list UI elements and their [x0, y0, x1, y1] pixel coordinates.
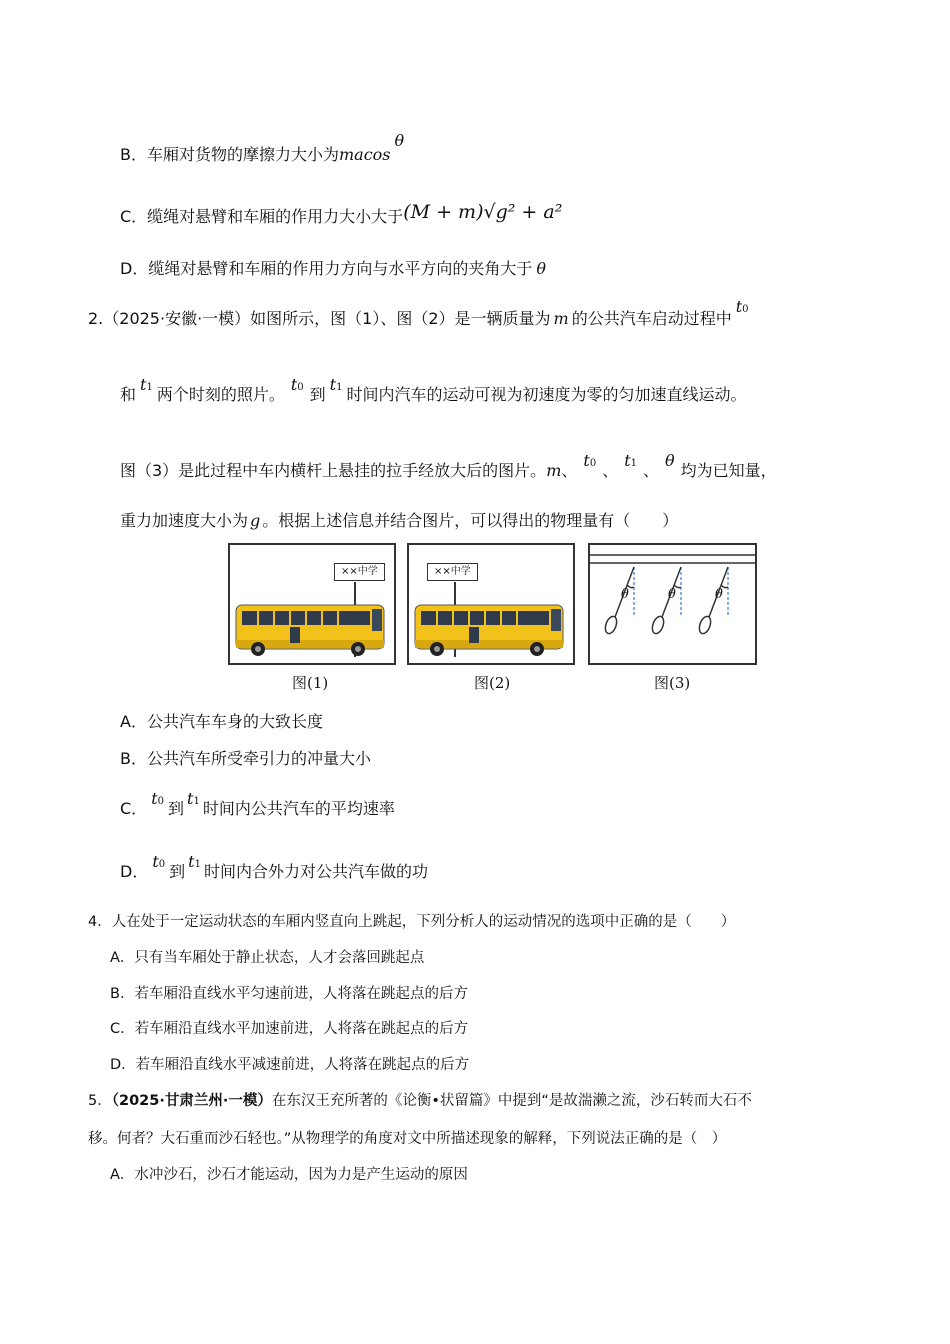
- t0-symbol: t0: [735, 297, 749, 316]
- q1-option-b-formula: macos: [338, 145, 391, 164]
- figure-3-handles: [588, 543, 757, 665]
- t0-symbol: t0: [583, 451, 597, 470]
- q4-option-a: A．只有当车厢处于静止状态，人才会落回跳起点: [110, 950, 425, 966]
- q2-stem-line1: 2.（2025·安徽·一模）如图所示，图（1）、图（2）是一辆质量为 m 的公共汽车启动过程中t0: [88, 297, 749, 328]
- q2-option-d: D．t0 到t1 时间内合外力对公共汽车做的功: [120, 852, 428, 881]
- t0-symbol: t0: [152, 852, 166, 871]
- q1-option-d: D．缆绳对悬臂和车厢的作用力方向与水平方向的夹角大于 θ: [120, 259, 546, 278]
- t0-symbol: t0: [290, 375, 304, 394]
- figure-2-caption: 图(2): [474, 674, 511, 692]
- figure-3-caption: 图(3): [654, 674, 691, 692]
- q2-stem-line2: 和t1 两个时刻的照片。t0 到t1 时间内汽车的运动可视为初速度为零的匀加速直线运动。: [120, 375, 747, 404]
- q2-option-a: A．公共汽车车身的大致长度: [120, 712, 323, 731]
- t1-symbol: t1: [140, 375, 153, 394]
- q2-option-b: B．公共汽车所受牵引力的冲量大小: [120, 749, 371, 768]
- q1-option-c: C．缆绳对悬臂和车厢的作用力大小大于(M + m)√g² + a²: [120, 201, 563, 226]
- hanging-handles-illustration: [590, 545, 757, 665]
- theta-label: θ: [715, 587, 723, 602]
- bus-illustration: [230, 545, 396, 665]
- theta-label: θ: [668, 587, 676, 602]
- theta-label: θ: [621, 587, 629, 602]
- q5-stem-line2: 移。何者？大石重而沙石轻也。”从物理学的角度对文中所描述现象的解释，下列说法正确的是（ ）: [88, 1131, 727, 1147]
- q4-option-b: B．若车厢沿直线水平匀速前进，人将落在跳起点的后方: [110, 986, 468, 1002]
- t0-symbol: t0: [151, 789, 164, 808]
- theta-symbol: θ: [665, 451, 675, 470]
- t1-symbol: t1: [329, 375, 343, 394]
- school-sign: ××中学: [334, 563, 385, 581]
- t1-symbol: t1: [624, 451, 638, 470]
- figure-1-bus-photo: [228, 543, 396, 665]
- q2-option-c: C．t0 到t1 时间内公共汽车的平均速率: [120, 789, 395, 818]
- q2-stem-line3: 图（3）是此过程中车内横杆上悬挂的拉手经放大后的图片。m、t0 、t1 、θ均为已知量，: [120, 451, 777, 480]
- q4-option-c: C．若车厢沿直线水平加速前进，人将落在跳起点的后方: [110, 1021, 469, 1037]
- q2-stem-line4: 重力加速度大小为 g 。根据上述信息并结合图片，可以得出的物理量有（ ）: [120, 511, 679, 530]
- bus-illustration: [409, 545, 575, 665]
- q1-option-b-theta: θ: [394, 131, 405, 150]
- q5-source: （2025·甘肃兰州·一模）: [111, 1093, 272, 1109]
- figure-2-bus-photo: [407, 543, 575, 665]
- q5-option-a: A．水冲沙石，沙石才能运动，因为力是产生运动的原因: [110, 1167, 468, 1183]
- school-sign: ××中学: [427, 563, 478, 581]
- q4-option-d: D．若车厢沿直线水平减速前进，人将落在跳起点的后方: [110, 1057, 470, 1073]
- q1-option-c-formula: (M + m)√g² + a²: [403, 201, 563, 223]
- q1-option-b: B．车厢对货物的摩擦力大小为macosθ: [120, 131, 405, 164]
- t1-symbol: t1: [187, 789, 200, 808]
- q5-stem-line1: 5．（2025·甘肃兰州·一模）在东汉王充所著的《论衡•状留篇》中提到“是故湍濑之流，沙石转而大石不: [88, 1093, 752, 1109]
- t1-symbol: t1: [188, 852, 201, 871]
- q4-stem: 4．人在处于一定运动状态的车厢内竖直向上跳起，下列分析人的运动情况的选项中正确的是（ ）: [88, 914, 736, 930]
- figure-1-caption: 图(1): [292, 674, 329, 692]
- q1-option-d-theta: θ: [536, 259, 546, 278]
